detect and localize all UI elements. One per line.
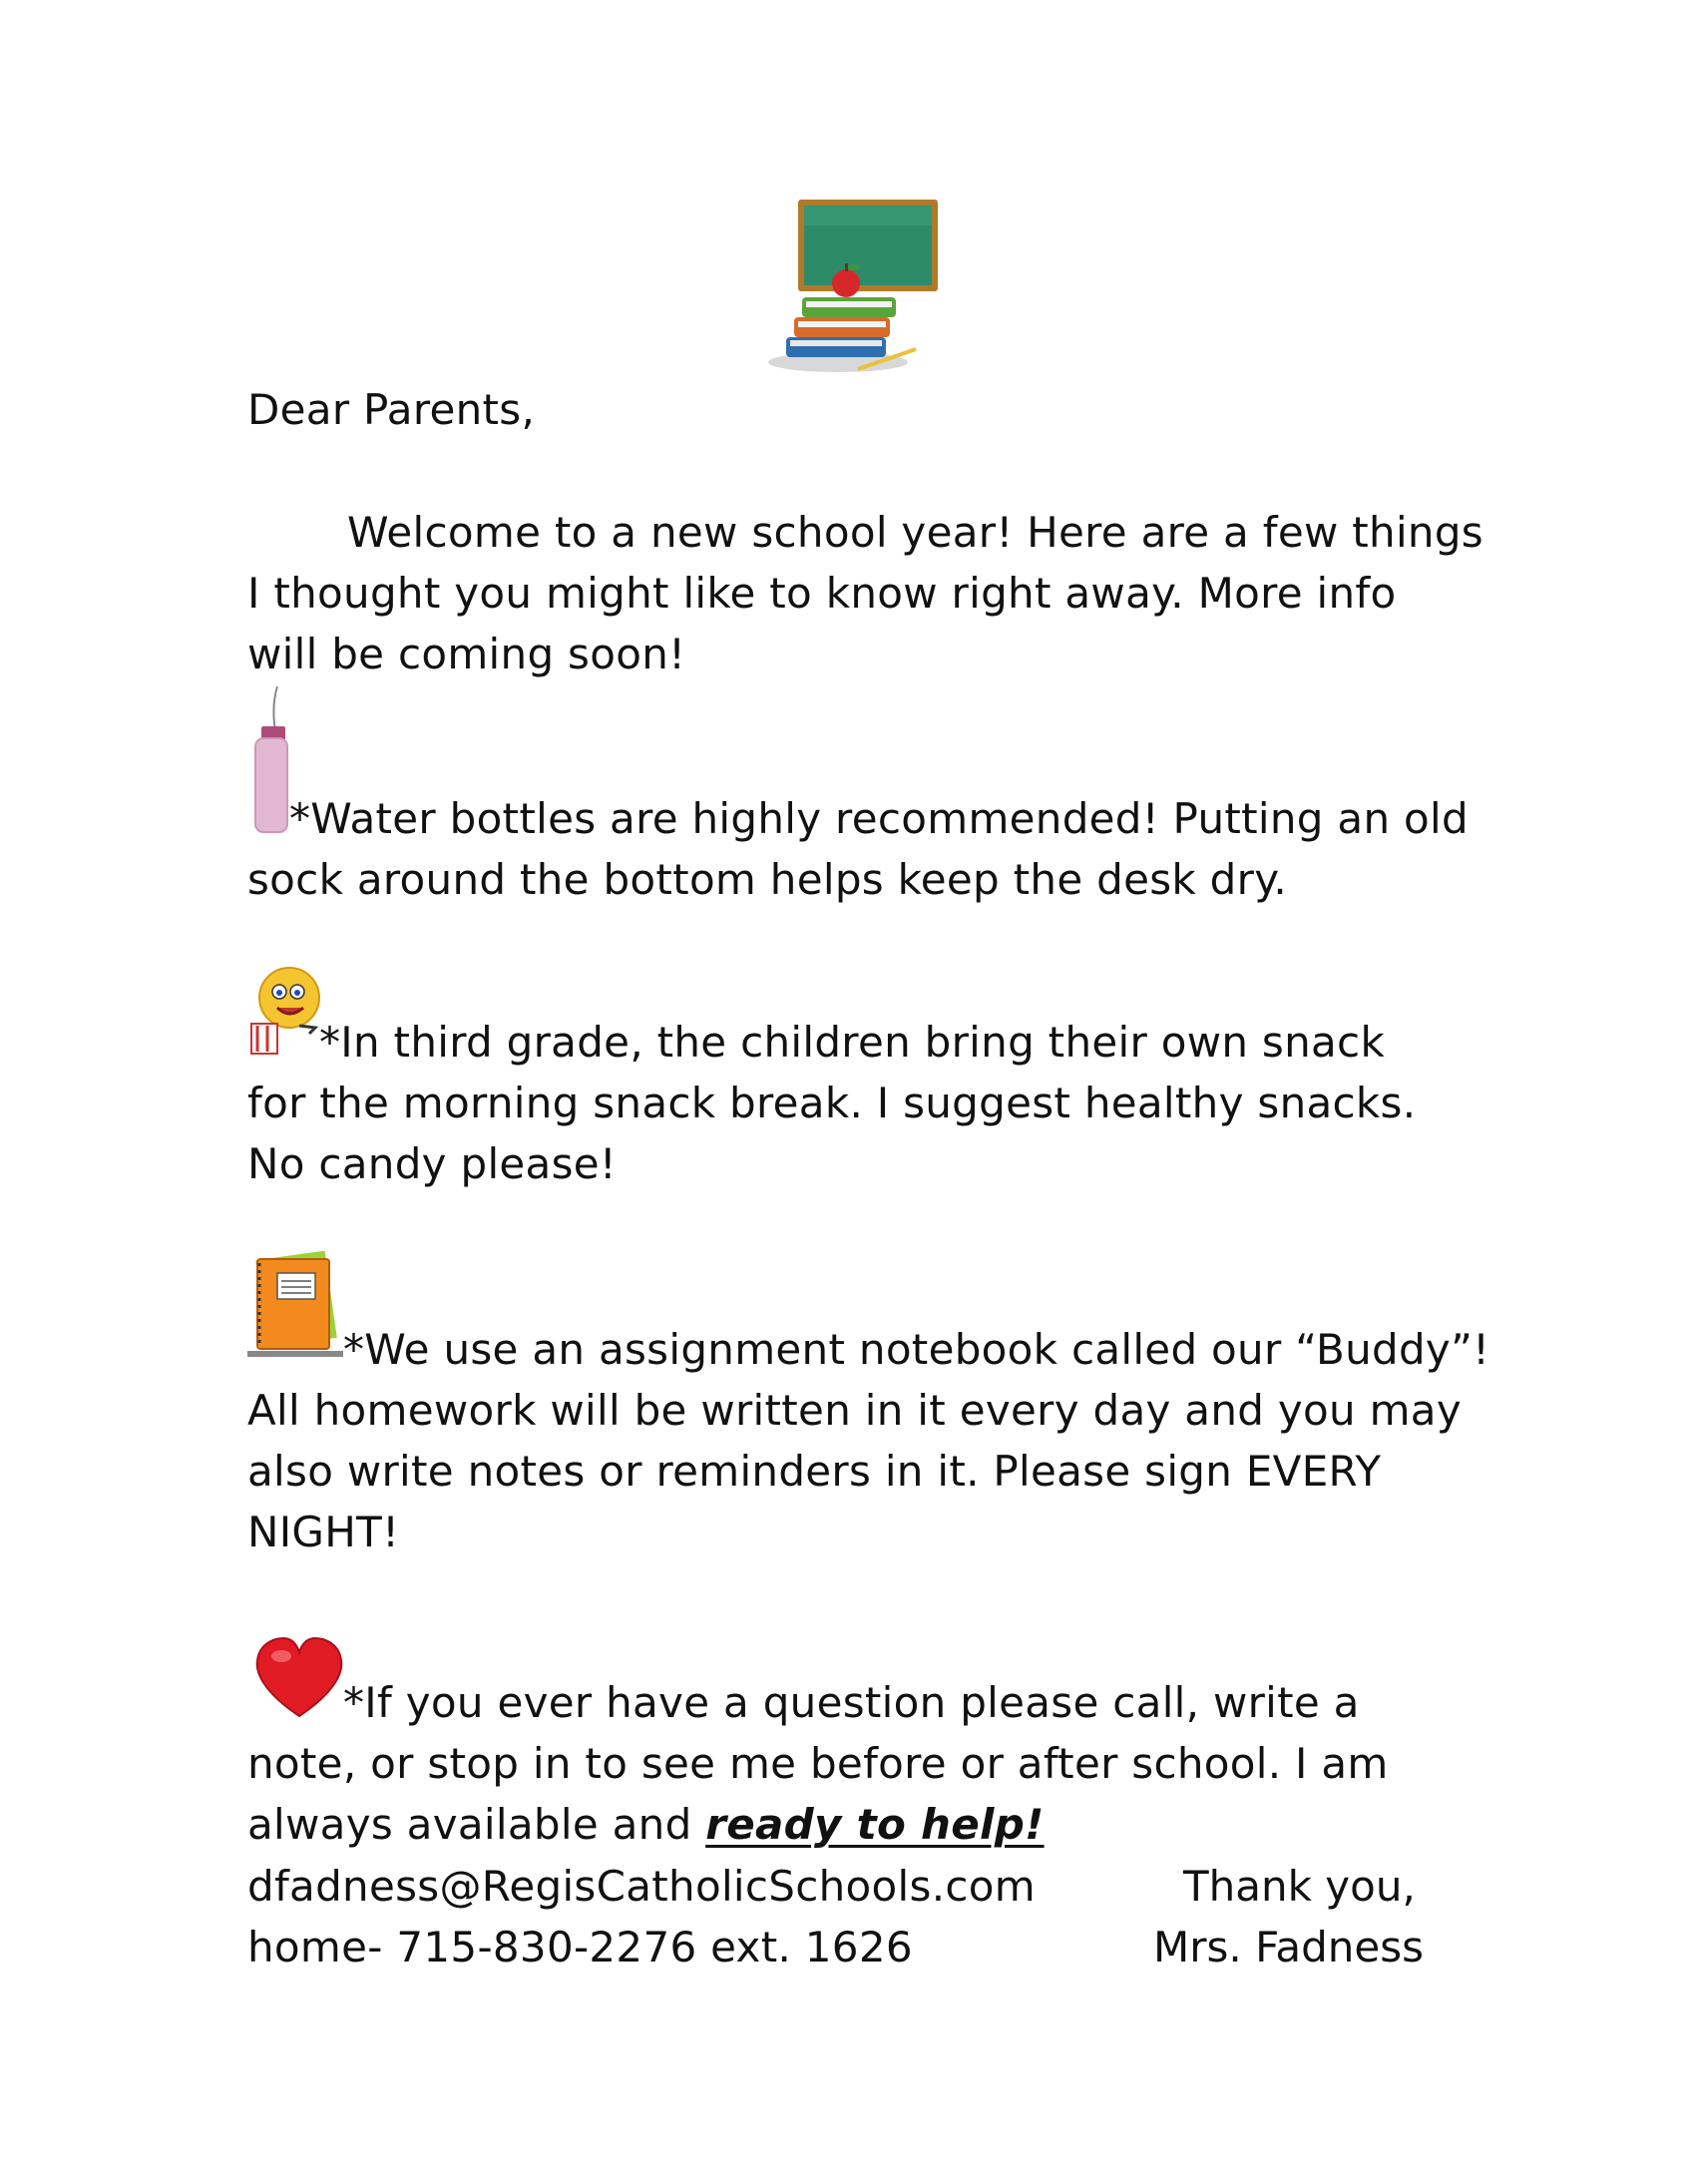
item-contact-me: *If you ever have a question please call, write a note, or stop in to see me before or after school. I am always available and ready to help! (247, 1678, 1389, 1849)
closing-salutation: Thank you, (1183, 1862, 1416, 1911)
greeting: Dear Parents, (247, 385, 536, 434)
intro-line-3: will be coming soon! (247, 630, 686, 678)
chalkboard-books-apple-icon (758, 198, 948, 377)
item-water-bottles: *Water bottles are highly recommended! Putting an old sock around the bottom helps keep the desk dry. (247, 794, 1469, 904)
item-notebook: *We use an assignment notebook called our “Buddy”! All homework will be written in it every day and you may also write notes or reminders in it. Please sign EVERY NIGHT! (247, 1325, 1490, 1556)
contact-phone: home- 715-830-2276 ext. 1626 (247, 1923, 913, 1971)
ready-to-help-emphasis: ready to help! (705, 1800, 1045, 1849)
intro-line-1: Welcome to a new school year! Here are a few things (347, 508, 1483, 557)
contact-email: dfadness@RegisCatholicSchools.com (247, 1862, 1036, 1911)
closing-signature: Mrs. Fadness (1153, 1923, 1425, 1971)
intro-paragraph (247, 502, 1483, 684)
item-snacks: *In third grade, the children bring their own snack for the morning snack break. I suggest healthy snacks. No candy please! (247, 1018, 1417, 1188)
intro-line-2: I thought you might like to know right away. More info (247, 569, 1397, 618)
